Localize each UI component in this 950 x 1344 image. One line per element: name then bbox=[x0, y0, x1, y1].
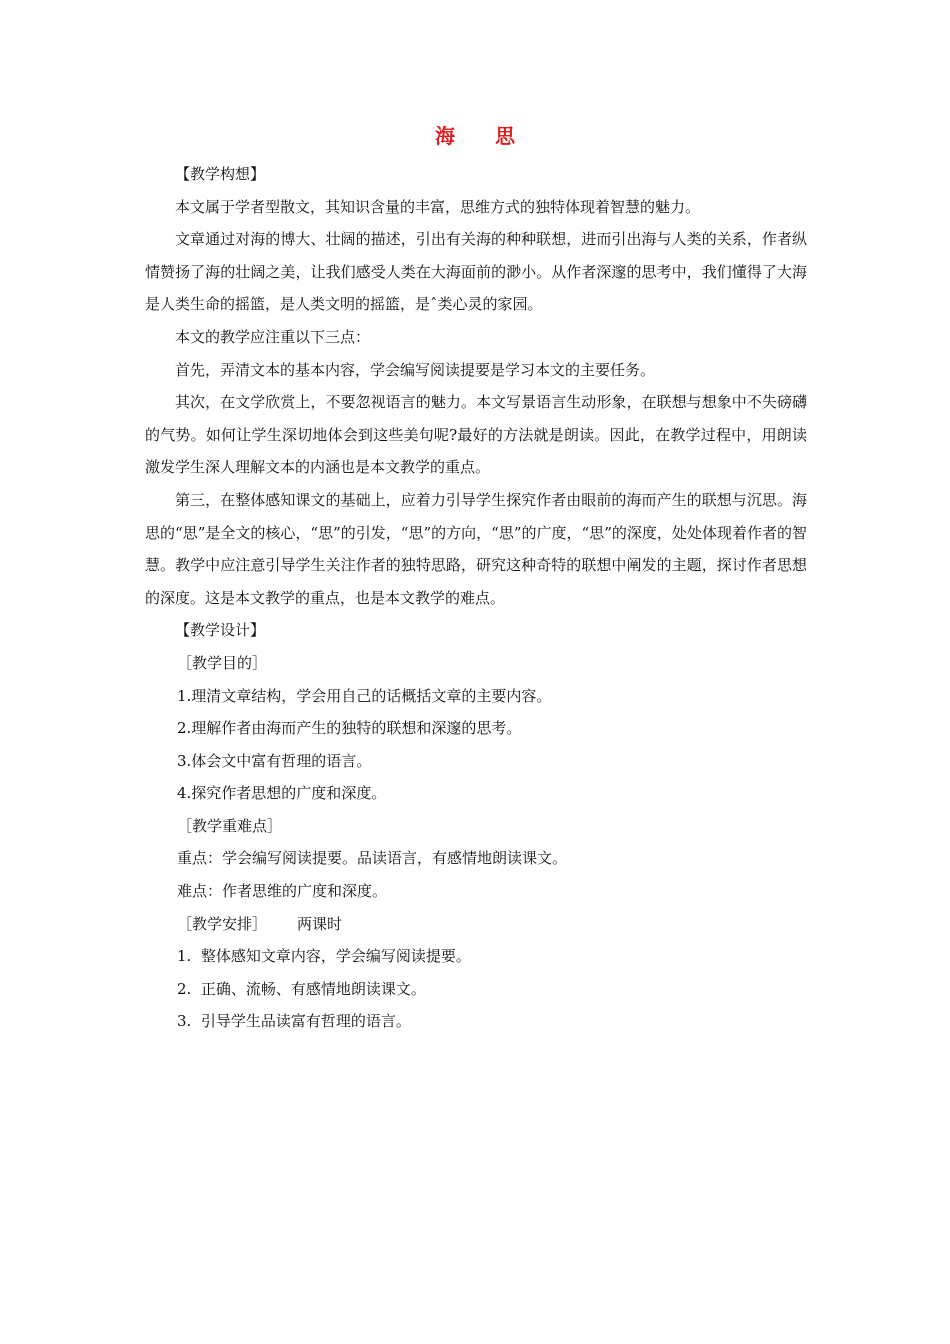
schedule-item: 1. 整体感知文章内容，学会编写阅读提要。 bbox=[177, 947, 471, 966]
paragraph: 第三，在整体感知课文的基础上，应着力引导学生探究作者由眼前的海而产生的联想与沉思。海思的“思”是全文的核心，“思”的引发，“思”的方向，“思”的广度，“思”的深度，处处体现着作者的智慧。教学中应注意引导学生关注作者的独特思路，研究这种奇特的联想中阐发的主题，探讨作者思想的深度。这是本文教学的重点，也是本文教学的难点。 bbox=[145, 490, 807, 607]
keypoints-label: ［教学重难点］ bbox=[177, 816, 283, 835]
section-heading-concept: 【教学构想】 bbox=[175, 165, 266, 183]
schedule-item: 3. 引导学生品读富有哲理的语言。 bbox=[177, 1012, 411, 1031]
goals-label: ［教学目的］ bbox=[177, 653, 268, 672]
title-char-1: 海 bbox=[435, 124, 455, 148]
goal-item: 2.理解作者由海而产生的独特的联想和深邃的思考。 bbox=[177, 719, 522, 738]
paragraph: 其次，在文学欣赏上，不要忽视语言的魅力。本文写景语言生动形象，在联想与想象中不失磅礴的气势。如何让学生深切地体会到这些美句呢?最好的方法就是朗读。因此，在教学过程中，用朗读激发学生深人理解文本的内涵也是本文教学的重点。 bbox=[145, 393, 807, 477]
paragraph: 本文属于学者型散文，其知识含量的丰富，思维方式的独特体现着智慧的魅力。 bbox=[175, 197, 701, 216]
difficulty-point: 难点：作者思维的广度和深度。 bbox=[177, 882, 388, 901]
schedule-label: ［教学安排］ bbox=[177, 914, 268, 933]
schedule-item: 2. 正确、流畅、有感情地朗读课文。 bbox=[177, 979, 426, 998]
paragraph: 首先，弄清文本的基本内容，学会编写阅读提要是学习本文的主要任务。 bbox=[175, 360, 656, 379]
goal-item: 1.理清文章结构，学会用自己的话概括文章的主要内容。 bbox=[177, 686, 552, 705]
document-body bbox=[145, 158, 807, 1038]
schedule-line bbox=[145, 908, 807, 941]
page-title bbox=[0, 120, 950, 149]
goal-item: 3.体会文中富有哲理的语言。 bbox=[177, 751, 372, 770]
title-char-2: 思 bbox=[495, 124, 515, 148]
key-point: 重点：学会编写阅读提要。品读语言，有感情地朗读课文。 bbox=[177, 849, 568, 868]
paragraph: 本文的教学应注重以下三点： bbox=[175, 327, 371, 346]
schedule-hours: 两课时 bbox=[297, 914, 343, 933]
paragraph: 文章通过对海的博大、壮阔的描述，引出有关海的种种联想，进而引出海与人类的关系，作者纵情赞扬了海的壮阔之美，让我们感受人类在大海面前的渺小。从作者深邃的思考中，我们懂得了大海是人类生命的摇篮，是人类文明的摇篮，是ˆ类心灵的家园。 bbox=[145, 230, 807, 314]
section-heading-design: 【教学设计】 bbox=[175, 621, 266, 640]
goal-item: 4.探究作者思想的广度和深度。 bbox=[177, 784, 387, 803]
